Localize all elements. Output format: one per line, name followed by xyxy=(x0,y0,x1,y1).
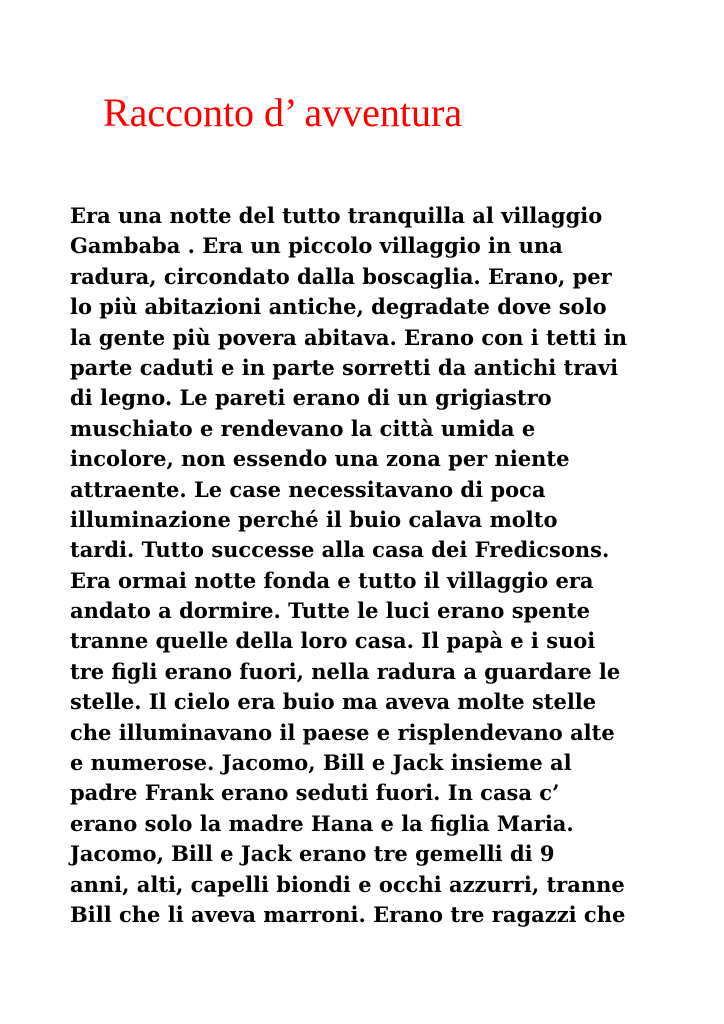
document-title: Racconto d’ avventura xyxy=(103,90,463,135)
paragraph-line: Gambaba . Era un piccolo villaggio in una xyxy=(70,233,563,259)
paragraph-line: andato a dormire. Tutte le luci erano spente xyxy=(70,598,590,624)
paragraph-line: radura, circondato dalla boscaglia. Erano, per xyxy=(70,263,612,289)
paragraph-line: incolore, non essendo una zona per niente xyxy=(70,446,570,472)
paragraph-line: che illuminavano il paese e risplendevano alte xyxy=(70,719,615,745)
paragraph-line: tardi. Tutto successe alla casa dei Fredicsons. xyxy=(70,537,610,563)
paragraph-line: tranne quelle della loro casa. Il papà e i suoi xyxy=(70,628,596,654)
paragraph-line: lo più abitazioni antiche, degradate dove solo xyxy=(70,294,607,320)
paragraph-line: di legno. Le pareti erano di un grigiastro xyxy=(70,385,552,411)
paragraph-line: muschiato e rendevano la città umida e xyxy=(70,415,536,441)
paragraph-line: anni, alti, capelli biondi e occhi azzurri, tranne xyxy=(70,871,625,897)
paragraph-line: parte caduti e in parte sorretti da antichi travi xyxy=(70,354,619,380)
paragraph-line: tre figli erano fuori, nella radura a guardare le xyxy=(70,658,621,684)
story-paragraph xyxy=(70,201,670,930)
paragraph-line: attraente. Le case necessitavano di poca xyxy=(70,476,546,502)
paragraph-line: Jacomo, Bill e Jack erano tre gemelli di 9 xyxy=(70,841,555,867)
paragraph-line: Era una notte del tutto tranquilla al villaggio xyxy=(70,203,603,228)
paragraph-line: illuminazione perché il buio calava molto xyxy=(70,506,558,532)
paragraph-line: erano solo la madre Hana e la figlia Maria. xyxy=(70,810,574,836)
paragraph-line: la gente più povera abitava. Erano con i tetti in xyxy=(70,324,627,350)
paragraph-line: e numerose. Jacomo, Bill e Jack insieme al xyxy=(70,750,572,776)
paragraph-line: padre Frank erano seduti fuori. In casa c’ xyxy=(70,780,560,806)
paragraph-line: stelle. Il cielo era buio ma aveva molte stelle xyxy=(70,689,597,715)
paragraph-line: Bill che li aveva marroni. Erano tre ragazzi che xyxy=(70,901,626,927)
paragraph-line: Era ormai notte fonda e tutto il villaggio era xyxy=(70,567,594,593)
